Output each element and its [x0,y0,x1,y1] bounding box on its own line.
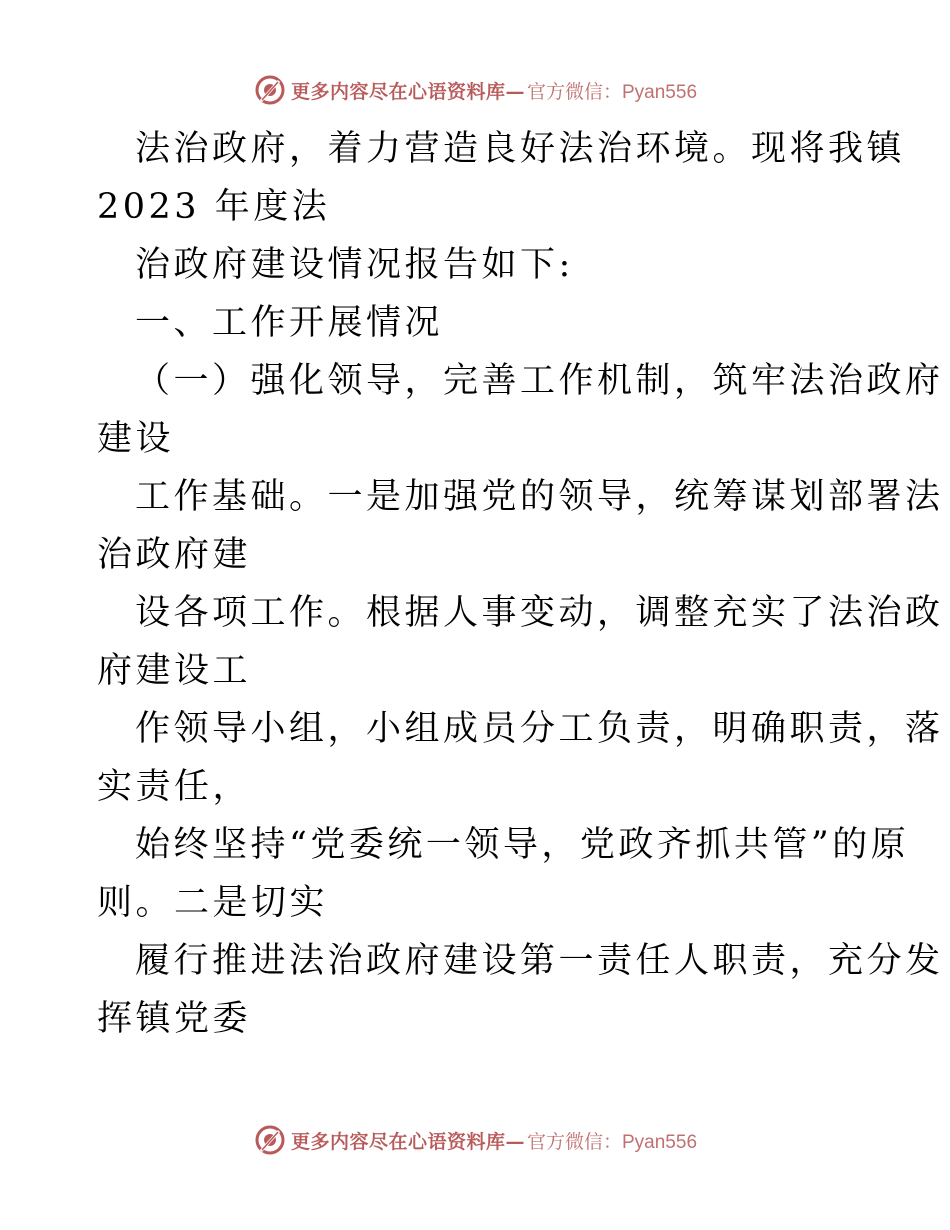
text-line: 作领导小组，小组成员分工负责，明确职责，落 [135,709,944,749]
section-heading: 一、工作开展情况 [135,303,444,343]
text-line: 履行推进法治政府建设第一责任人职责，充分发 [135,941,944,981]
text-line: 挥镇党委 [97,999,252,1039]
text-line: 法治政府，着力营造良好法治环境。现将我镇 [135,129,906,169]
footer-watermark-banner [0,1120,950,1160]
text-line: 治政府建 [97,535,252,575]
text-line: 2023 年度法 [97,187,331,227]
text-line: 始终坚持“党委统一领导，党政齐抓共管”的原 [135,825,910,865]
text-line: 则。二是切实 [97,883,329,923]
text-line: 府建设工 [97,651,252,691]
document-body [97,120,944,1048]
header-banner-wechat: 官方微信：Pyan556 [527,81,698,103]
subsection-heading: （一）强化领导，完善工作机制，筑牢法治政府 [135,361,944,401]
logo-icon [253,1123,287,1157]
header-watermark-banner [0,70,950,110]
text-line: 工作基础。一是加强党的领导，统筹谋划部署法 [135,477,944,517]
logo-icon [253,73,287,107]
text-line: 建设 [97,419,175,459]
text-line: 治政府建设情况报告如下: [135,245,574,285]
footer-banner-wechat: 官方微信：Pyan556 [527,1131,698,1153]
footer-banner-text: 更多内容尽在心语资料库— [290,1130,525,1153]
header-banner-text: 更多内容尽在心语资料库— [290,80,525,103]
text-line: 设各项工作。根据人事变动，调整充实了法治政 [135,593,944,633]
text-line: 实责任， [97,767,252,807]
